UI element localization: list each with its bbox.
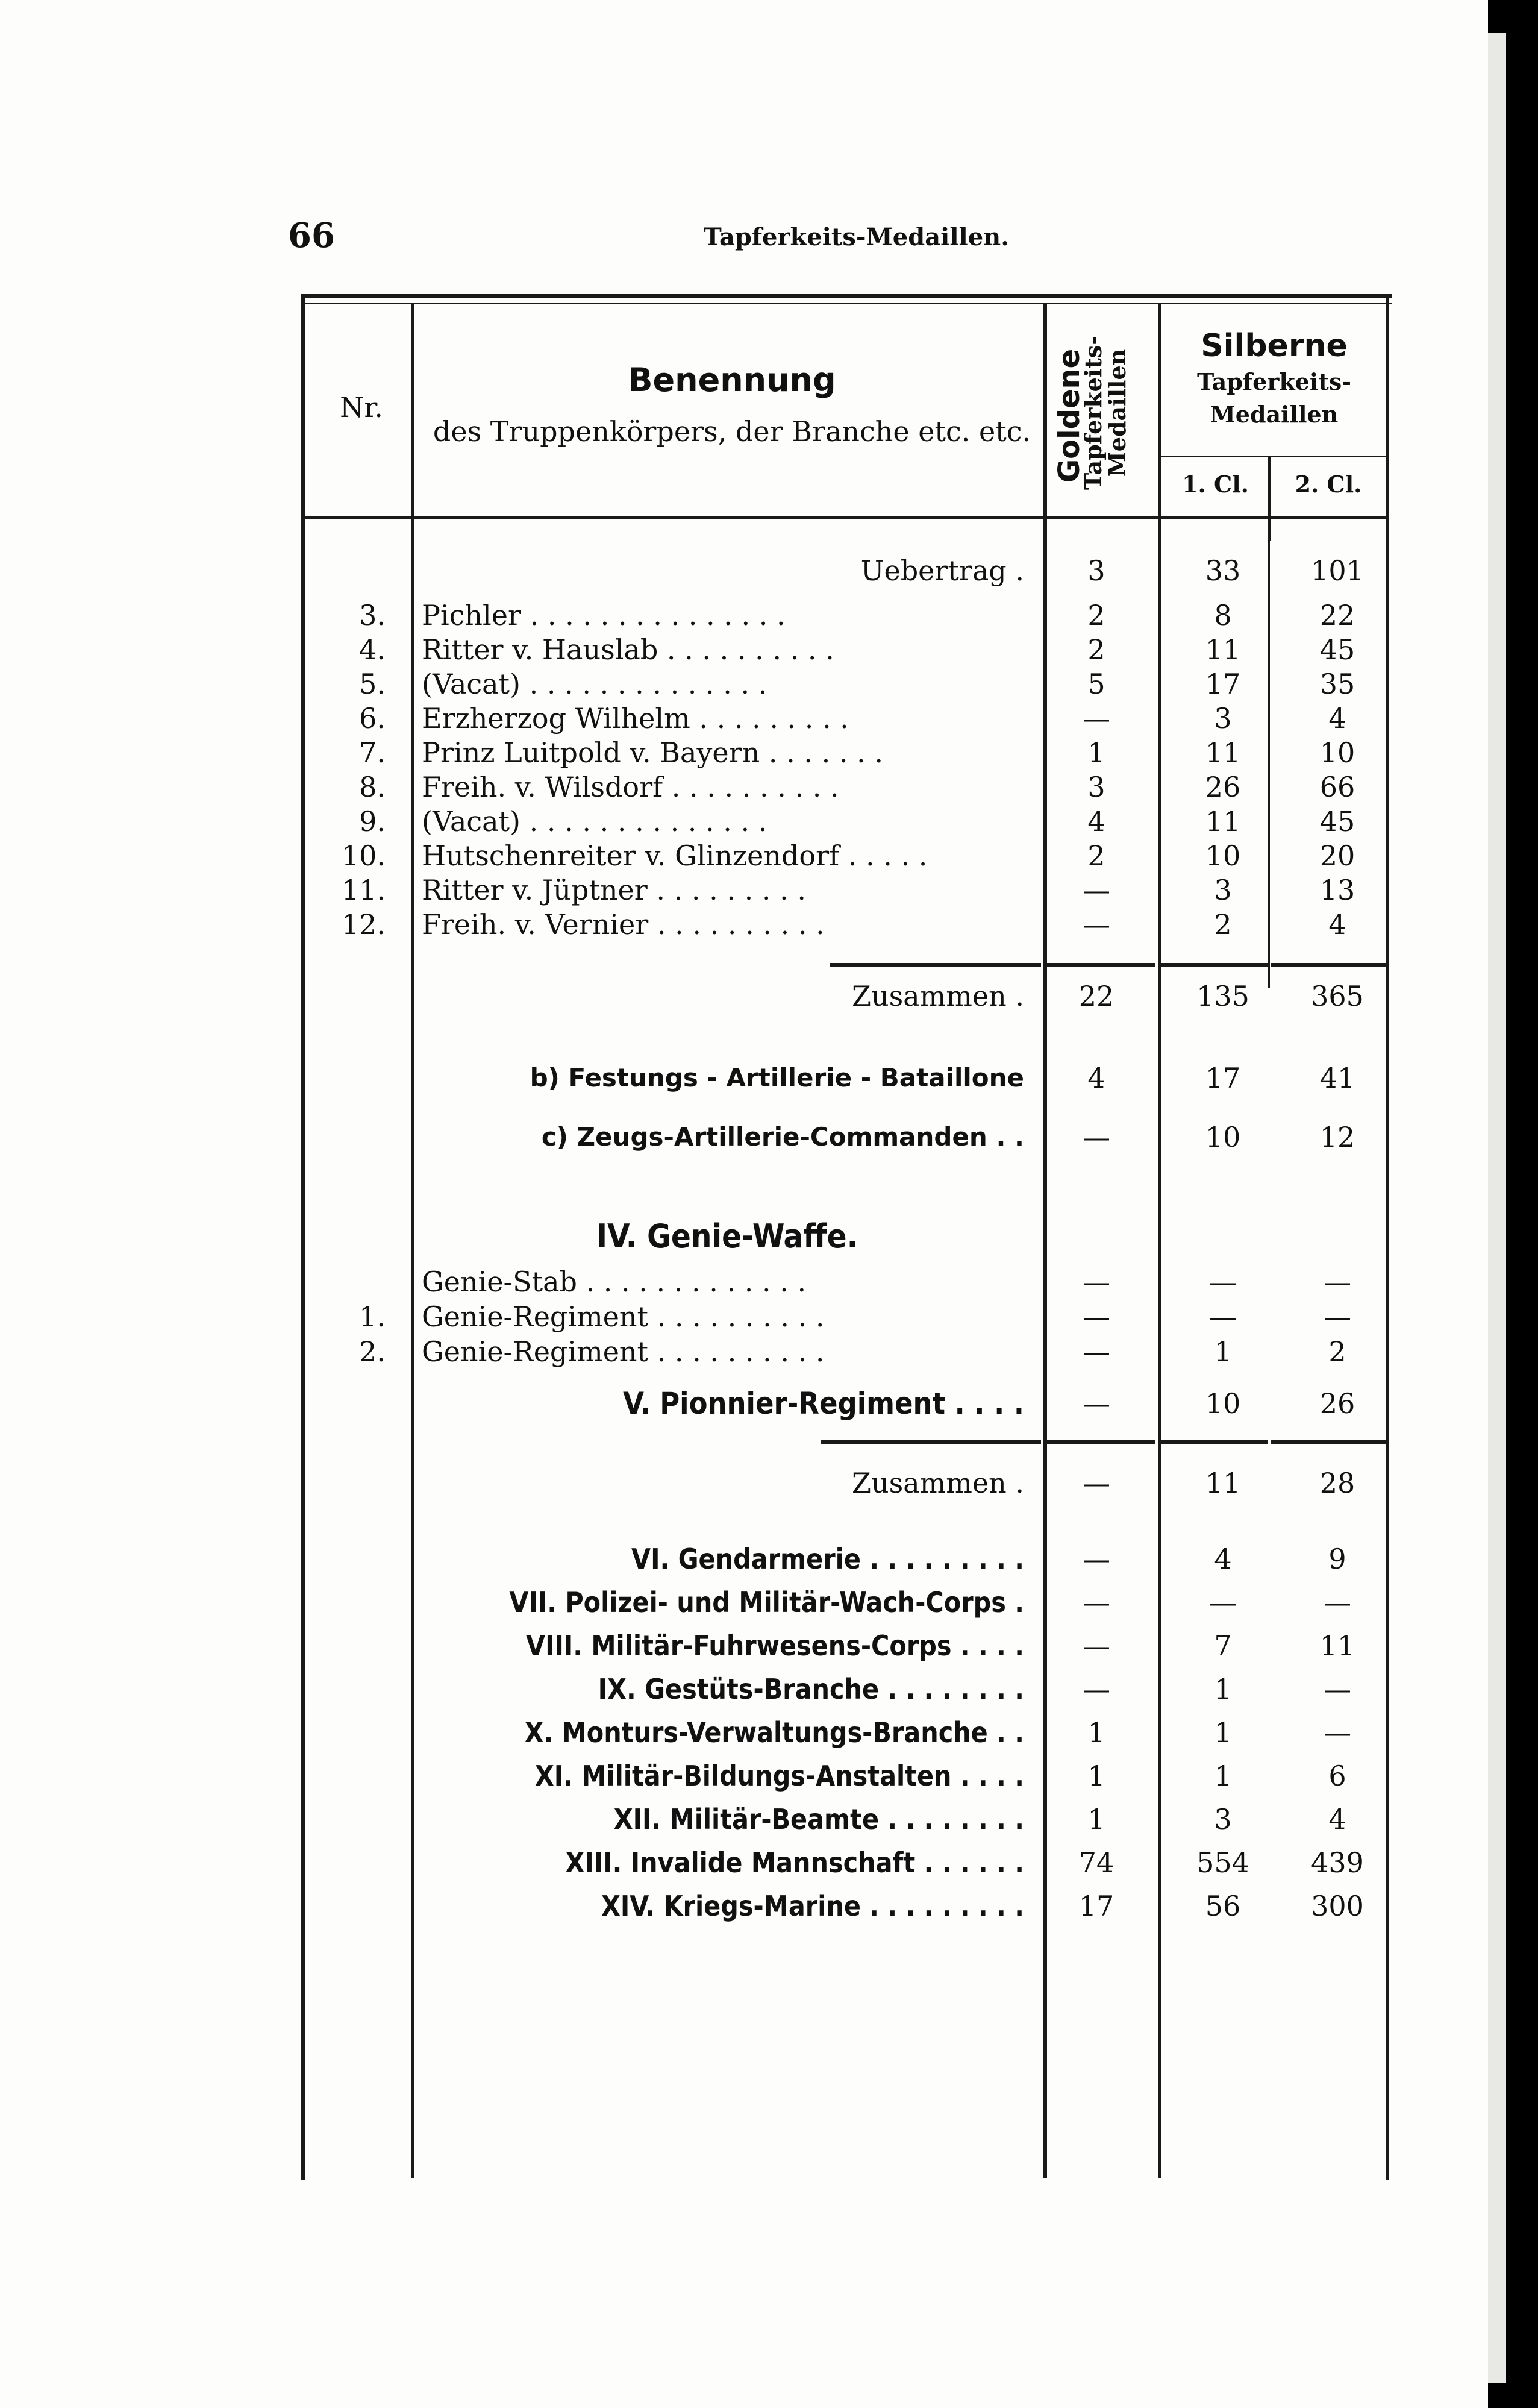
table-row: 10. Hutschenreiter v. Glinzendorf . . . . . 2 10 20 <box>341 839 1355 872</box>
page-edge <box>1488 33 1506 2383</box>
zusammen-row: Zusammen . — 11 28 <box>852 1467 1355 1499</box>
section-row: IX. Gestüts-Branche . . . . . . . . — 1 — <box>598 1673 1351 1705</box>
section-row: XI. Militär-Bildungs-Anstalten . . . . 1 1 6 <box>534 1760 1346 1792</box>
subtotal-rule <box>1271 1440 1386 1444</box>
table-row: Genie-Stab . . . . . . . . . . . . . — — — <box>422 1265 1351 1298</box>
table-row: 2. Genie-Regiment . . . . . . . . . . — 1 2 <box>359 1335 1346 1368</box>
table-row: 1. Genie-Regiment . . . . . . . . . . — — — <box>359 1300 1351 1333</box>
page-number: 66 <box>288 216 335 256</box>
section-row: XII. Militär-Beamte . . . . . . . . 1 3 4 <box>613 1803 1346 1836</box>
table-row: 4. Ritter v. Hauslab . . . . . . . . . . 2 11 45 <box>359 633 1355 666</box>
section-row: VII. Polizei- und Militär-Wach-Corps . — — — <box>509 1586 1351 1619</box>
goldene-subheading-1: Tapferkeits- <box>1080 335 1107 491</box>
section-row: XIV. Kriegs-Marine . . . . . . . . . 17 56 300 <box>601 1890 1364 1922</box>
table-row: 9. (Vacat) . . . . . . . . . . . . . . 4 11 45 <box>359 805 1355 838</box>
silberne-heading: Silberne <box>1201 328 1348 364</box>
class2-heading: 2. Cl. <box>1295 471 1362 498</box>
table-row: 7. Prinz Luitpold v. Bayern . . . . . . . 1 11 10 <box>359 736 1355 769</box>
subtotal-rule <box>1161 963 1268 967</box>
table-row: 3. Pichler . . . . . . . . . . . . . . . 2 8 22 <box>359 599 1355 632</box>
pionnier-row: V. Pionnier-Regiment . . . . — 10 26 <box>623 1386 1355 1421</box>
benennung-subheading: des Truppenkörpers, der Branche etc. etc. <box>433 415 1031 448</box>
benennung-heading: Benennung <box>628 361 836 399</box>
class1-heading: 1. Cl. <box>1182 471 1249 498</box>
silberne-subheading-2: Medaillen <box>1210 401 1339 428</box>
subtotal-rule <box>1047 963 1155 967</box>
subtotal-rule <box>830 963 1041 967</box>
goldene-heading: Goldene <box>1052 348 1086 483</box>
subtotal-rule <box>1161 1440 1268 1444</box>
table-top-rule-thin <box>301 303 1392 304</box>
section-row: XIII. Invalide Mannschaft . . . . . . 74 554 439 <box>565 1846 1364 1879</box>
section-row: VIII. Militär-Fuhrwesens-Corps . . . . — 7 11 <box>526 1629 1355 1662</box>
table-row: 11. Ritter v. Jüptner . . . . . . . . . — 3 13 <box>341 874 1355 906</box>
zeugs-row: c) Zeugs-Artillerie-Commanden . . — 10 12 <box>541 1121 1355 1153</box>
silver-subhead-rule <box>1161 456 1387 457</box>
goldene-subheading-2: Medaillen <box>1104 348 1131 477</box>
table-row: Uebertrag . 3 33 101 <box>860 554 1364 587</box>
table-top-rule <box>301 294 1392 298</box>
zusammen-row: Zusammen . 22 135 365 <box>852 980 1364 1012</box>
table-row: 6. Erzherzog Wilhelm . . . . . . . . . — 3 4 <box>359 702 1346 735</box>
subtotal-rule <box>1271 963 1386 967</box>
silberne-subheading-1: Tapferkeits- <box>1196 368 1352 395</box>
table-row: 5. (Vacat) . . . . . . . . . . . . . . 5 17 35 <box>359 668 1355 700</box>
genie-section-title: IV. Genie-Waffe. <box>596 1217 858 1255</box>
nr-heading: Nr. <box>340 391 383 424</box>
subtotal-rule <box>1047 1440 1155 1444</box>
subtotal-rule <box>821 1440 1041 1444</box>
section-row: X. Monturs-Verwaltungs-Branche . . 1 1 — <box>524 1716 1351 1749</box>
section-row: VI. Gendarmerie . . . . . . . . . — 4 9 <box>631 1543 1346 1575</box>
festungs-row: b) Festungs - Artillerie - Bataillone 4 17 41 <box>530 1062 1355 1094</box>
table-row: 8. Freih. v. Wilsdorf . . . . . . . . . . 3 26 66 <box>359 771 1355 803</box>
table-row: 12. Freih. v. Vernier . . . . . . . . . . — 2 4 <box>341 908 1346 941</box>
running-title: Tapferkeits-Medaillen. <box>704 223 1010 251</box>
head-bottom-rule <box>305 516 1387 519</box>
